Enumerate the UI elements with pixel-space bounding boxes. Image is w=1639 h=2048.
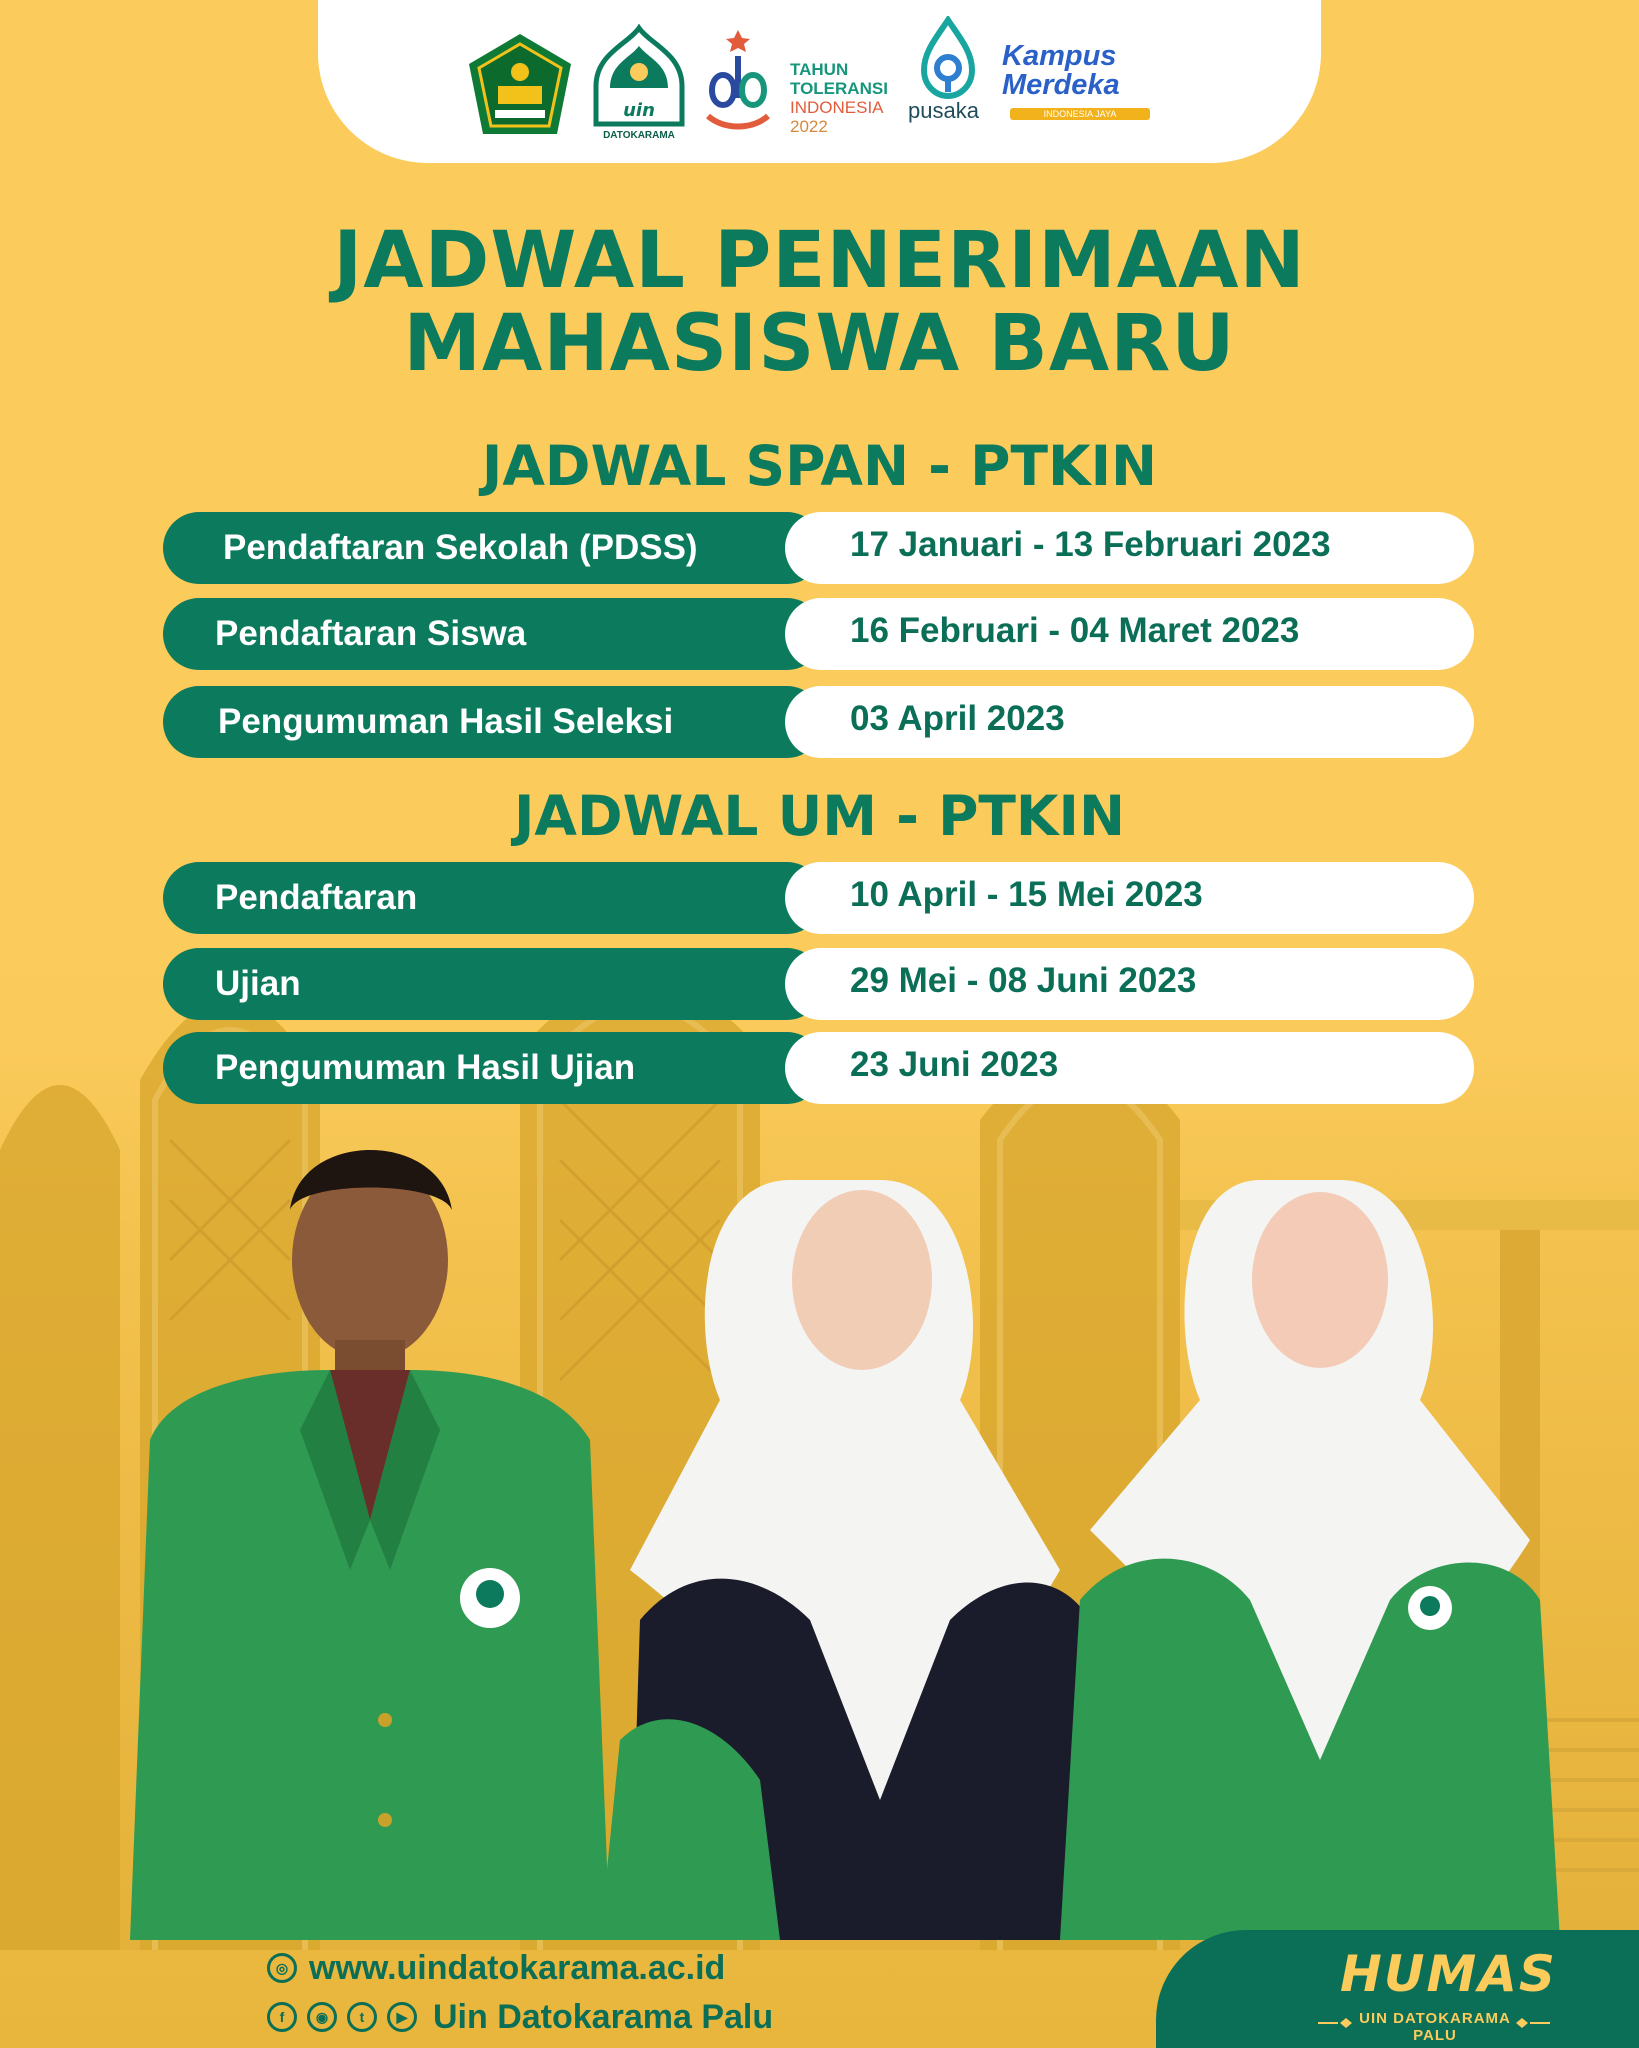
toleransi-line-3: INDONESIA <box>790 98 884 117</box>
schedule-date: 10 April - 15 Mei 2023 <box>785 862 1474 934</box>
schedule-label: Pendaftaran Siswa <box>163 598 823 670</box>
humas-title: HUMAS <box>1340 1945 1557 2003</box>
toleransi-line-1: TAHUN <box>790 60 849 79</box>
schedule-label: Ujian <box>163 948 823 1020</box>
um-row <box>163 1032 1474 1104</box>
um-row <box>163 948 1474 1020</box>
main-title <box>0 216 1639 389</box>
um-heading: JADWAL UM - PTKIN <box>513 784 1126 848</box>
twitter-icon[interactable]: t <box>347 2002 377 2032</box>
humas-subtitle: UIN DATOKARAMA PALU <box>1359 2010 1511 2044</box>
title-line-1: JADWAL PENERIMAAN <box>333 216 1306 306</box>
schedule-label: Pendaftaran Sekolah (PDSS) <box>163 512 823 584</box>
schedule-label: Pendaftaran <box>163 862 823 934</box>
toleransi-line-2: TOLERANSI <box>790 79 888 98</box>
youtube-icon[interactable]: ▶ <box>387 2002 417 2032</box>
span-heading: JADWAL SPAN - PTKIN <box>481 434 1158 498</box>
kemenag-logo <box>465 30 575 140</box>
kampus-line-1: Kampus <box>1002 40 1117 72</box>
schedule-date: 17 Januari - 13 Februari 2023 <box>785 512 1474 584</box>
female-student-1 <box>600 1180 1090 1940</box>
kampus-merdeka-text <box>1002 42 1120 100</box>
website-url[interactable]: www.uindatokarama.ac.id <box>309 1948 726 1987</box>
schedule-date: 16 Februari - 04 Maret 2023 <box>785 598 1474 670</box>
facebook-icon[interactable]: f <box>267 2002 297 2032</box>
schedule-date: 29 Mei - 08 Juni 2023 <box>785 948 1474 1020</box>
toleransi-text <box>790 60 888 136</box>
kampus-line-2: Merdeka <box>1002 69 1120 101</box>
schedule-label: Pengumuman Hasil Seleksi <box>163 686 823 758</box>
pusaka-text: pusaka <box>908 98 979 123</box>
social-line <box>267 1996 773 2038</box>
website-line <box>267 1947 725 1989</box>
kampus-tagline: INDONESIA JAYA <box>1010 108 1150 120</box>
span-row <box>163 598 1474 670</box>
title-line-2: MAHASISWA BARU <box>403 299 1236 389</box>
toleransi-line-4: 2022 <box>790 117 828 136</box>
female-student-2 <box>1060 1180 1560 1940</box>
schedule-date: 03 April 2023 <box>785 686 1474 758</box>
instagram-icon[interactable]: ◉ <box>307 2002 337 2032</box>
globe-icon: ◎ <box>267 1953 297 1983</box>
social-handle[interactable]: Uin Datokarama Palu <box>433 1997 774 2036</box>
uin-datokarama-logo <box>590 24 688 144</box>
students-photo <box>0 1100 1639 1940</box>
schedule-label: Pengumuman Hasil Ujian <box>163 1032 823 1104</box>
span-row <box>163 512 1474 584</box>
svg-text:uin: uin <box>623 100 655 121</box>
male-student <box>130 1150 610 1940</box>
schedule-date: 23 Juni 2023 <box>785 1032 1474 1104</box>
span-row <box>163 686 1474 758</box>
um-row <box>163 862 1474 934</box>
uin-logo-text: DATOKARAMA <box>603 130 675 141</box>
